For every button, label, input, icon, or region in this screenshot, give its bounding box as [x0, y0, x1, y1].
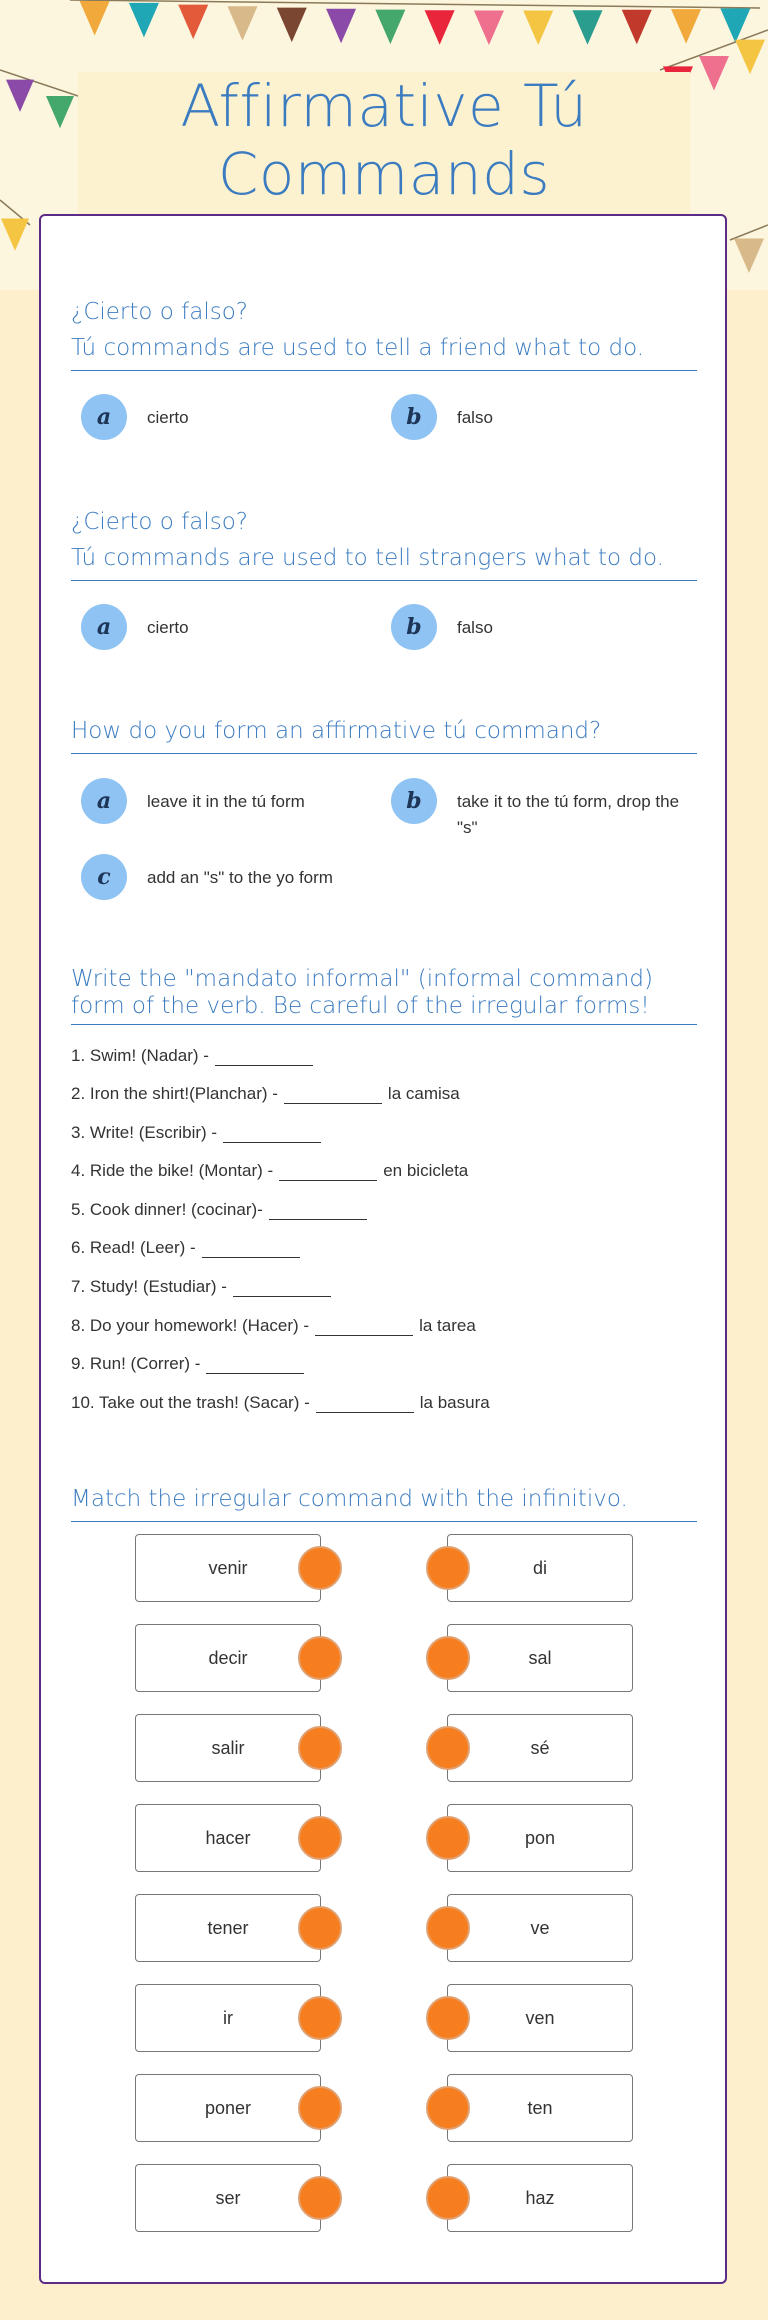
bunting-flag [1, 219, 29, 251]
option-label: add an "s" to the yo form [147, 868, 333, 887]
answer-blank[interactable] [202, 1239, 300, 1258]
option-letter-bubble: c [81, 854, 127, 900]
question-1-line-2: Tú commands are used to tell a friend what to do. [71, 335, 645, 361]
bunting-string [70, 0, 760, 8]
bunting-flag [425, 10, 455, 45]
option-letter-bubble: a [81, 394, 127, 440]
option-a[interactable] [81, 394, 361, 442]
option-c[interactable] [81, 854, 381, 902]
match-right-item[interactable]: pon [447, 1804, 633, 1872]
option-b[interactable] [391, 778, 691, 837]
fill-in-line-2: form of the verb. Be careful of the irregular forms! [71, 993, 650, 1019]
option-label: cierto [147, 618, 189, 637]
bunting-flag [129, 3, 159, 38]
fill-in-divider [71, 1024, 697, 1025]
bunting-flag [228, 6, 258, 41]
option-letter-bubble: b [391, 394, 437, 440]
fill-in-after: en bicicleta [383, 1161, 469, 1180]
option-letter-bubble: b [391, 604, 437, 650]
fill-in-prompt: 2. Iron the shirt!(Planchar) - [71, 1084, 278, 1103]
worksheet-card [39, 214, 727, 2284]
match-connector-dot[interactable] [298, 1996, 342, 2040]
answer-blank[interactable] [316, 1394, 414, 1413]
fill-in-row-10 [71, 1391, 490, 1415]
answer-blank[interactable] [269, 1201, 367, 1220]
option-label: leave it in the tú form [147, 792, 305, 811]
fill-in-prompt: 4. Ride the bike! (Montar) - [71, 1161, 274, 1180]
match-right-item[interactable]: di [447, 1534, 633, 1602]
option-a[interactable] [81, 604, 361, 652]
question-3 [71, 713, 697, 890]
option-b[interactable] [391, 604, 691, 652]
fill-in-row-5 [71, 1198, 373, 1222]
question-2-divider [71, 580, 697, 581]
bunting-string [730, 225, 768, 240]
fill-in-prompt: 5. Cook dinner! (cocinar)- [71, 1200, 263, 1219]
option-letter-bubble: b [391, 778, 437, 824]
answer-blank[interactable] [223, 1124, 321, 1143]
match-left-item[interactable]: venir [135, 1534, 321, 1602]
match-connector-dot[interactable] [426, 2176, 470, 2220]
match-right-item[interactable]: sé [447, 1714, 633, 1782]
answer-blank[interactable] [206, 1355, 304, 1374]
bunting-flag [6, 80, 34, 112]
fill-in-row-6 [71, 1236, 306, 1260]
match-connector-dot[interactable] [426, 1636, 470, 1680]
match-right-item[interactable]: ve [447, 1894, 633, 1962]
fill-in-row-4 [71, 1159, 468, 1183]
match-left-item[interactable]: tener [135, 1894, 321, 1962]
match-connector-dot[interactable] [298, 1636, 342, 1680]
match-connector-dot[interactable] [426, 1546, 470, 1590]
bunting-flag [734, 239, 764, 274]
bunting-flag [326, 9, 356, 44]
fill-in-prompt: 7. Study! (Estudiar) - [71, 1277, 227, 1296]
match-left-item[interactable]: poner [135, 2074, 321, 2142]
option-b[interactable] [391, 394, 691, 442]
answer-blank[interactable] [284, 1085, 382, 1104]
fill-in-prompt: 8. Do your homework! (Hacer) - [71, 1316, 310, 1335]
answer-blank[interactable] [215, 1047, 313, 1066]
option-label: cierto [147, 408, 189, 427]
fill-in-after: la camisa [387, 1084, 460, 1103]
option-a[interactable] [81, 778, 361, 826]
page-title: Affirmative Tú Commands [180, 72, 588, 208]
question-3-line-1: How do you form an affirmative tú command? [71, 718, 602, 744]
option-letter-bubble: a [81, 778, 127, 824]
match-right-item[interactable]: ven [447, 1984, 633, 2052]
fill-in-row-1 [71, 1044, 319, 1068]
matching-divider [71, 1521, 697, 1522]
question-2 [71, 504, 697, 640]
match-connector-dot[interactable] [298, 1726, 342, 1770]
option-label: falso [457, 618, 493, 637]
answer-blank[interactable] [279, 1162, 377, 1181]
fill-in-row-7 [71, 1275, 337, 1299]
match-connector-dot[interactable] [298, 1546, 342, 1590]
matching-title: Match the irregular command with the infinitivo. [71, 1486, 628, 1512]
option-letter-bubble: a [81, 604, 127, 650]
match-right-item[interactable]: ten [447, 2074, 633, 2142]
match-left-item[interactable]: salir [135, 1714, 321, 1782]
match-connector-dot[interactable] [426, 1726, 470, 1770]
question-2-line-2: Tú commands are used to tell strangers what to do. [71, 545, 664, 571]
match-connector-dot[interactable] [426, 1906, 470, 1950]
fill-in-after: la basura [419, 1393, 490, 1412]
match-connector-dot[interactable] [426, 1996, 470, 2040]
answer-blank[interactable] [315, 1317, 413, 1336]
question-1 [71, 294, 697, 430]
match-connector-dot[interactable] [298, 2176, 342, 2220]
question-1-line-1: ¿Cierto o falso? [71, 299, 249, 325]
match-left-item[interactable]: decir [135, 1624, 321, 1692]
bunting-flag [523, 11, 553, 46]
bunting-flag [46, 96, 74, 128]
fill-in-prompt: 6. Read! (Leer) - [71, 1238, 196, 1257]
fill-in-row-3 [71, 1121, 327, 1145]
question-3-divider [71, 753, 697, 754]
bunting-flag [735, 40, 765, 74]
option-label: falso [457, 408, 493, 427]
fill-in-prompt: 3. Write! (Escribir) - [71, 1123, 218, 1142]
match-left-item[interactable]: ir [135, 1984, 321, 2052]
match-connector-dot[interactable] [426, 2086, 470, 2130]
fill-in-line-1: Write the "mandato informal" (informal command) [71, 966, 653, 992]
match-left-item[interactable]: ser [135, 2164, 321, 2232]
fill-in-prompt: 9. Run! (Correr) - [71, 1354, 201, 1373]
match-connector-dot[interactable] [298, 1906, 342, 1950]
bunting-flag [622, 10, 652, 45]
fill-in-prompt: 10. Take out the trash! (Sacar) - [71, 1393, 310, 1412]
fill-in-after: la tarea [419, 1316, 476, 1335]
match-left-item[interactable]: hacer [135, 1804, 321, 1872]
bunting-flag [80, 1, 110, 36]
bunting-flag [671, 9, 701, 44]
match-right-item[interactable]: haz [447, 2164, 633, 2232]
question-1-divider [71, 370, 697, 371]
question-2-line-1: ¿Cierto o falso? [71, 509, 249, 535]
bunting-flag [375, 10, 405, 45]
fill-in-section [71, 966, 697, 1412]
match-connector-dot[interactable] [298, 1816, 342, 1860]
fill-in-row-8 [71, 1314, 476, 1338]
bunting-flag [277, 8, 307, 43]
match-connector-dot[interactable] [298, 2086, 342, 2130]
bunting-flag [178, 5, 208, 40]
matching-section [71, 1481, 697, 1522]
option-label: take it to the tú form, drop the "s" [457, 792, 680, 837]
match-right-item[interactable]: sal [447, 1624, 633, 1692]
match-connector-dot[interactable] [426, 1816, 470, 1860]
fill-in-prompt: 1. Swim! (Nadar) - [71, 1046, 209, 1065]
bunting-flag [699, 56, 729, 91]
answer-blank[interactable] [233, 1278, 331, 1297]
bunting-flag [573, 10, 603, 45]
bunting-flag [474, 11, 504, 46]
fill-in-row-9 [71, 1352, 310, 1376]
fill-in-row-2 [71, 1082, 460, 1106]
